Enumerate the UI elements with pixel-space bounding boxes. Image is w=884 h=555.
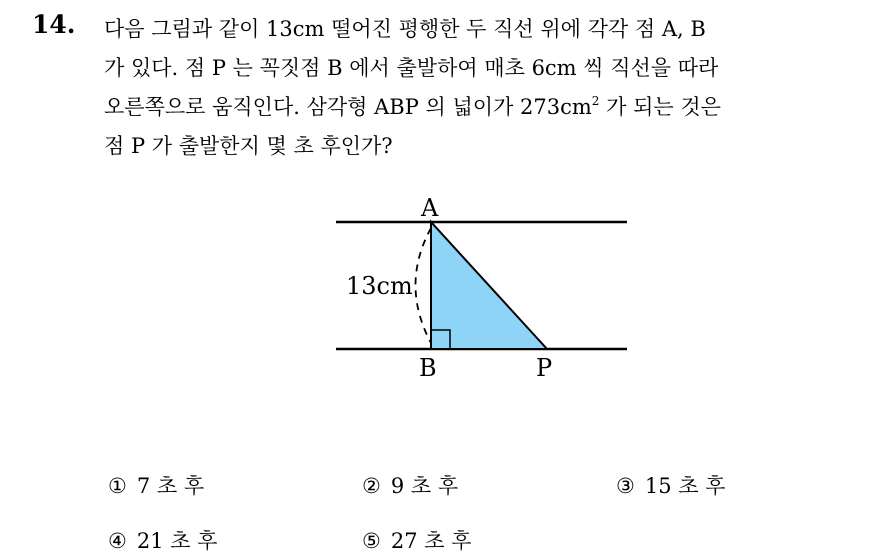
area-unit-exponent: 2 xyxy=(591,94,600,108)
choice-5[interactable] xyxy=(362,525,471,555)
triangle-figure xyxy=(300,188,640,388)
choice-2-text: 9 초 후 xyxy=(390,474,459,498)
label-a: A xyxy=(421,194,439,222)
question-line-4: 점 P 가 출발한지 몇 초 후인가? xyxy=(104,134,393,158)
question-line-3-tail: 가 되는 것은 xyxy=(599,95,721,119)
choice-4[interactable] xyxy=(108,525,217,555)
question-line-1: 다음 그림과 같이 13cm 떨어진 평행한 두 직선 위에 각각 점 A, B xyxy=(104,17,706,41)
choice-2-mark: ② xyxy=(362,474,381,498)
choice-1-text: 7 초 후 xyxy=(136,474,205,498)
choice-3-text: 15 초 후 xyxy=(644,474,726,498)
choice-2[interactable] xyxy=(362,470,458,500)
question-line-3 xyxy=(104,88,864,127)
question-text xyxy=(104,10,864,166)
choice-3-mark: ③ xyxy=(616,474,635,498)
distance-arc xyxy=(416,228,432,343)
choice-4-mark: ④ xyxy=(108,529,127,553)
question-number: 14. xyxy=(32,10,76,39)
question-line-3-main: 오른쪽으로 움직인다. 삼각형 ABP 의 넓이가 273cm xyxy=(104,95,592,119)
choice-5-text: 27 초 후 xyxy=(390,529,472,553)
label-b: B xyxy=(419,354,437,382)
choice-1[interactable] xyxy=(108,470,204,500)
distance-label: 13cm xyxy=(346,272,413,300)
choice-4-text: 21 초 후 xyxy=(136,529,218,553)
choice-5-mark: ⑤ xyxy=(362,529,381,553)
choice-1-mark: ① xyxy=(108,474,127,498)
question-line-2: 가 있다. 점 P 는 꼭짓점 B 에서 출발하여 매초 6cm 씩 직선을 따라 xyxy=(104,56,719,80)
choice-3[interactable] xyxy=(616,470,725,500)
label-p: P xyxy=(536,354,553,382)
